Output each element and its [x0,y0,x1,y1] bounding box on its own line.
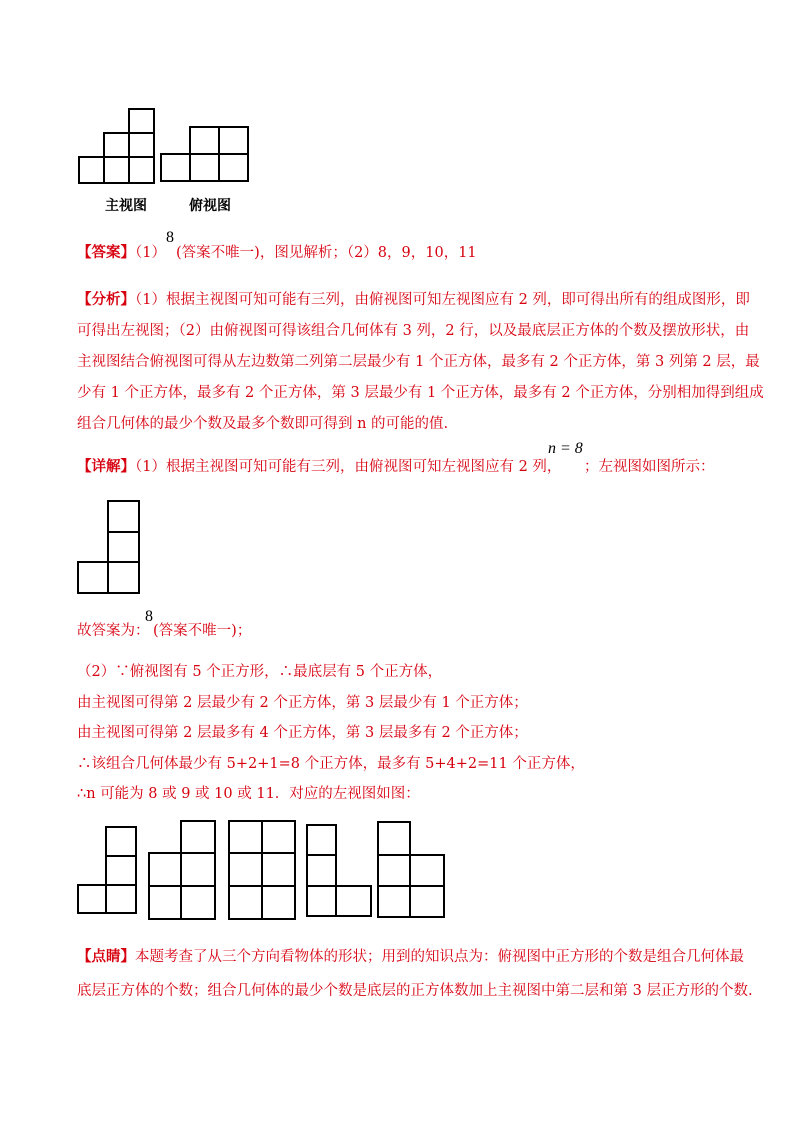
front-view-label: 主视图 [105,198,147,214]
comment-line-2: 底层正方体的个数；组合几何体的最少个数是底层的正方体数加上主视图中第二层和第 3 层正方形的个数. [77,983,753,999]
analysis-line-1: 【分析】（1）根据主视图可知可能有三列，由俯视图可知左视图应有 2 列，即可得出所有的组成图形，即 [77,291,750,308]
answer-line [77,243,166,263]
analysis-line-4: 少有 1 个正方体，最多有 2 个正方体，第 3 层最少有 1 个正方体，最多有 2 个正方体，分别相加得到组成 [77,385,764,401]
left-view-option-1 [78,827,136,913]
top-view-figure [159,124,251,184]
part2-line-3: 由主视图可得第 2 层最多有 4 个正方体，第 3 层最多有 2 个正方体； [77,725,528,741]
left-views-figure [76,815,456,920]
detail-text-2: ；左视图如图所示： [584,459,715,475]
part2-line-4: ∴该组合几何体最少有 5+2+1=8 个正方体，最多有 5+4+2=11 个正方体， [77,756,585,772]
detail-line: 【详解】（1）根据主视图可知可能有三列，由俯视图可知左视图应有 2 列， [77,458,562,475]
front-view-figure [77,107,157,187]
part2-line-2: 由主视图可得第 2 层最少有 2 个正方体，第 3 层最少有 1 个正方体； [77,695,528,711]
detail-tag: 【详解】 [77,458,135,475]
left-view-option-2 [149,821,215,919]
answer-tag: 【答案】 [77,244,135,261]
analysis-tag: 【分析】 [77,291,135,308]
answer-note: (答案不唯一)，图见解析；（2）8，9，10，11 [176,245,477,261]
analysis-line-5: 组合几何体的最少个数及最多个数即可得到 n 的可能的值. [77,416,449,432]
part2-line-5: ∴n 可能为 8 或 9 或 10 或 11．对应的左视图如图： [77,786,420,802]
answer-restated-prefix: 故答案为： [77,623,150,639]
answer-number: 8 [166,229,174,246]
answer-restated-suffix: (答案不唯一)； [153,623,252,639]
answer-part1: （1） [135,245,166,261]
comment-line-1: 【点睛】本题考查了从三个方向看物体的形状；用到的知识点为：俯视图中正方形的个数是组合几何体最 [77,948,744,965]
detail-formula: n = 8 [548,440,583,457]
left-view-figure [76,499,144,595]
analysis-line-2: 可得出左视图；（2）由俯视图可得该组合几何体有 3 列，2 行，以及最底层正方体的个数及摆放形状，由 [77,323,750,339]
part2-line-1: （2）∵俯视图有 5 个正方形，∴最底层有 5 个正方体， [77,664,443,680]
left-view-option-4 [307,825,371,916]
answer-restated-number: 8 [145,608,153,625]
left-view-option-3 [229,821,295,919]
left-view-option-5 [378,822,444,917]
comment-tag: 【点睛】 [77,948,135,965]
analysis-line-3: 主视图结合俯视图可得从左边数第二列第二层最少有 1 个正方体，最多有 2 个正方体，第 3 列第 2 层，最 [77,354,760,370]
top-view-label: 俯视图 [189,198,231,214]
